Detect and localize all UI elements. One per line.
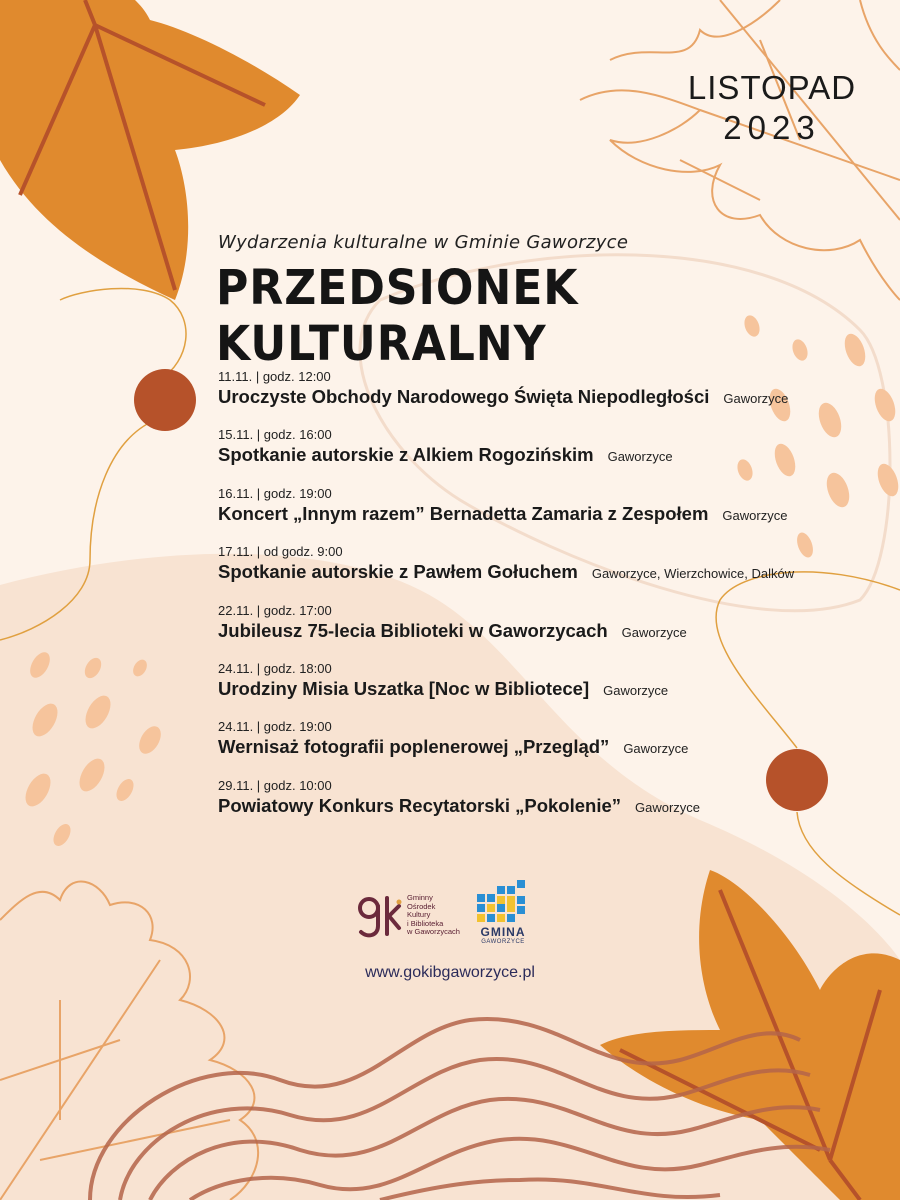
gok-logo-icon: [355, 892, 405, 942]
event-name: Wernisaż fotografii poplenerowej „Przegląd”: [218, 736, 610, 758]
event-name: Powiatowy Konkurs Recytatorski „Pokolenie”: [218, 794, 621, 816]
event-date: 11.11. | godz. 12:00: [218, 369, 331, 384]
event-name: Jubileusz 75-lecia Biblioteki w Gaworzycach: [218, 619, 608, 641]
event-date: 17.11. | od godz. 9:00: [218, 544, 343, 560]
event-place: Gaworzyce: [621, 624, 687, 640]
event-place: Gaworzyce: [635, 799, 701, 815]
gok-text-line: w Gaworzycach: [407, 927, 460, 936]
event-item: [218, 485, 858, 543]
event-item: [218, 368, 858, 426]
event-item: [218, 426, 858, 484]
month-header: [672, 68, 872, 148]
event-place: Gaworzyce: [623, 741, 689, 757]
event-name: Spotkanie autorskie z Alkiem Rogozińskim: [218, 444, 594, 466]
event-date: 22.11. | godz. 17:00: [218, 602, 332, 618]
event-item: [218, 543, 858, 601]
gok-text-line: Ośrodek: [407, 901, 436, 911]
event-date: 29.11. | godz. 10:00: [218, 777, 332, 793]
gok-text-line: Gminny: [407, 893, 433, 902]
gok-text-line: i Biblioteka: [407, 918, 444, 928]
website-link[interactable]: www.gokibgaworzyce.pl: [365, 964, 535, 981]
event-item: [218, 602, 858, 660]
gmina-text-subtitle: GAWORZYCE: [481, 939, 525, 945]
event-date: 24.11. | godz. 18:00: [218, 660, 332, 676]
event-name: Koncert „Innym razem” Bernadetta Zamaria z Zespołem: [218, 502, 709, 524]
event-item: [218, 660, 858, 718]
event-name: Uroczyste Obchody Narodowego Święta Niepodległości: [218, 386, 710, 407]
month-label: LISTOPAD: [687, 69, 857, 106]
year-label: 2023: [723, 109, 821, 146]
subtitle: Wydarzenia kulturalne w Gminie Gaworzyce: [218, 232, 629, 253]
page-title: PRZEDSIONEK KULTURALNY: [216, 260, 579, 372]
gok-logo-text: [407, 894, 460, 937]
sponsor-logos: [355, 880, 545, 950]
event-date: 15.11. | godz. 16:00: [218, 427, 332, 443]
event-name: Urodziny Misia Uszatka [Noc w Bibliotece]: [218, 677, 590, 699]
berry-left: [134, 369, 196, 431]
gok-text-line: Kultury: [407, 910, 431, 919]
event-date: 24.11. | godz. 19:00: [218, 719, 332, 735]
event-place: Gaworzyce: [603, 682, 669, 698]
event-place: Gaworzyce: [722, 507, 788, 523]
event-date: 16.11. | godz. 19:00: [218, 485, 332, 501]
gmina-logo-text: [475, 926, 531, 946]
event-place: Gaworzyce, Wierzchowice, Dalków: [591, 566, 795, 582]
event-place: Gaworzyce: [607, 449, 673, 465]
event-name: Spotkanie autorskie z Pawłem Gołuchem: [218, 561, 578, 583]
event-place: Gaworzyce: [723, 391, 789, 406]
leaf-top-left: [0, 0, 300, 300]
gmina-text-title: GMINA: [480, 925, 526, 939]
event-list: [218, 368, 858, 835]
event-item: [218, 777, 858, 835]
event-item: [218, 718, 858, 776]
